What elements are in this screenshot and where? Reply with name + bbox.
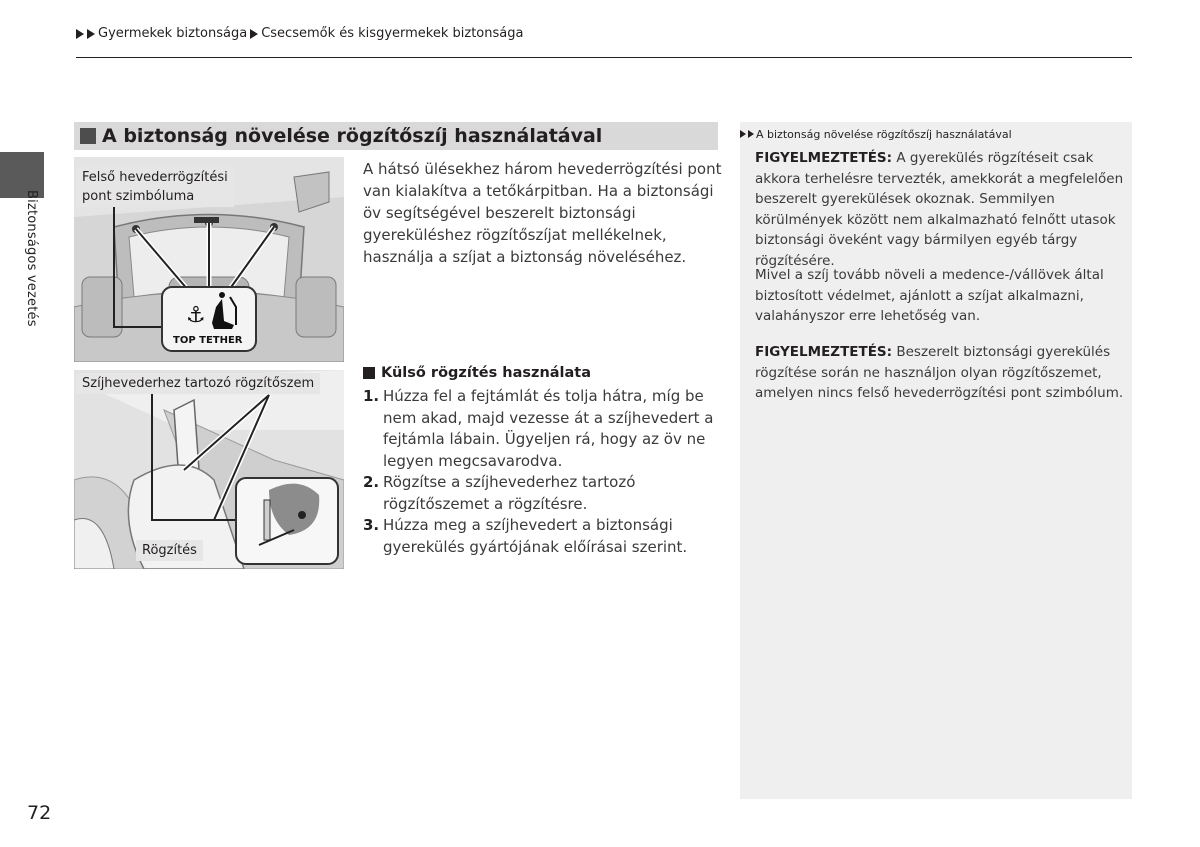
figure1-callout-line2: pont szimbóluma xyxy=(82,189,195,204)
subsection-square-icon xyxy=(363,367,375,379)
figure1-callout-line1: Felső hevederrögzítési xyxy=(82,170,228,185)
chapter-label-text: Biztonságos vezetés xyxy=(24,190,39,327)
section-square-icon xyxy=(80,128,96,144)
step-item xyxy=(363,472,723,515)
svg-text:⚓: ⚓ xyxy=(186,303,206,328)
warning-1 xyxy=(755,148,1125,271)
figure-top-tether-anchors xyxy=(74,157,344,362)
breadcrumb-arrow-icon xyxy=(87,29,95,39)
page-number: 72 xyxy=(27,802,52,824)
note-paragraph: Mivel a szíj tovább növeli a medence-/vállövek által biztosított védelmet, ajánlott a szíjat alkalmazni, valahányszor erre lehetőség van. xyxy=(755,267,1104,324)
warning-2-text: Beszerelt biztonsági gyerekülés rögzítése során ne használjon olyan rögzítőszemet, amelyen nincs felső hevederrögzítési pont szimbólum. xyxy=(755,344,1124,401)
figure-tether-anchoring xyxy=(74,370,344,569)
step-text: Húzza fel a fejtámlát és tolja hátra, míg be nem akad, majd vezesse át a szíjhevedert a fejtámla lábain. Ügyeljen rá, hogy az öv ne legyen megcsavarodva. xyxy=(383,387,714,470)
section-title: A biztonság növelése rögzítőszíj használatával xyxy=(102,125,603,147)
step-text: Rögzítse a szíjhevederhez tartozó rögzítőszemet a rögzítésre. xyxy=(383,473,636,513)
warning-1-label: FIGYELMEZTETÉS: xyxy=(755,150,893,166)
step-item xyxy=(363,515,723,558)
section-header xyxy=(74,122,718,150)
step-number: 1. xyxy=(363,387,380,405)
step-number: 3. xyxy=(363,516,380,534)
top-tether-badge-label: TOP TETHER xyxy=(173,335,243,346)
step-item xyxy=(363,386,723,472)
notes-heading-text: A biztonság növelése rögzítőszíj használatával xyxy=(756,127,1012,141)
subsection-heading xyxy=(363,365,591,381)
breadcrumb-item-infant-safety[interactable]: Csecsemők és kisgyermekek biztonsága xyxy=(261,26,524,41)
breadcrumb-arrow-icon xyxy=(250,29,258,39)
breadcrumb-arrow-icon xyxy=(76,29,84,39)
warning-2 xyxy=(755,342,1125,404)
step-text: Húzza meg a szíjhevedert a biztonsági gyerekülés gyártójának előírásai szerint. xyxy=(383,516,688,556)
step-number: 2. xyxy=(363,473,380,491)
subsection-title: Külső rögzítés használata xyxy=(381,365,592,381)
notes-arrow-icon xyxy=(740,130,746,138)
figure1-callout xyxy=(76,167,234,207)
breadcrumb-item-child-safety[interactable]: Gyermekek biztonsága xyxy=(98,26,248,41)
chapter-label xyxy=(24,190,40,330)
intro-paragraph: A hátsó ülésekhez három hevederrögzítési pont van kialakítva a tetőkárpitban. Ha a biztonsági öv segítségével beszerelt biztonsági gyereküléshez rögzítőszíjat mellékelnek, használja a szíjat a biztonság növeléséhez. xyxy=(363,160,722,266)
tether-anchor-illustration xyxy=(74,370,344,569)
header-divider xyxy=(76,57,1132,58)
notes-panel xyxy=(740,122,1132,799)
steps-list xyxy=(363,386,723,558)
warning-1-text: A gyerekülés rögzítéseit csak akkora terhelésre tervezték, amekkorát a megfelelően beszerelt gyerekülések okoznak. Semmilyen körülmények között nem alkalmazható felnőtt utasok biztonsági öveként vagy bármilyen egyéb tárgy rögzítésére. xyxy=(755,150,1124,269)
figure2-callout-top: Szíjhevederhez tartozó rögzítőszem xyxy=(76,373,320,394)
notes-arrow-icon xyxy=(748,130,754,138)
notes-heading xyxy=(740,126,1012,142)
breadcrumb xyxy=(76,26,523,41)
figure2-callout-bottom: Rögzítés xyxy=(136,540,203,561)
warning-2-label: FIGYELMEZTETÉS: xyxy=(755,344,893,360)
